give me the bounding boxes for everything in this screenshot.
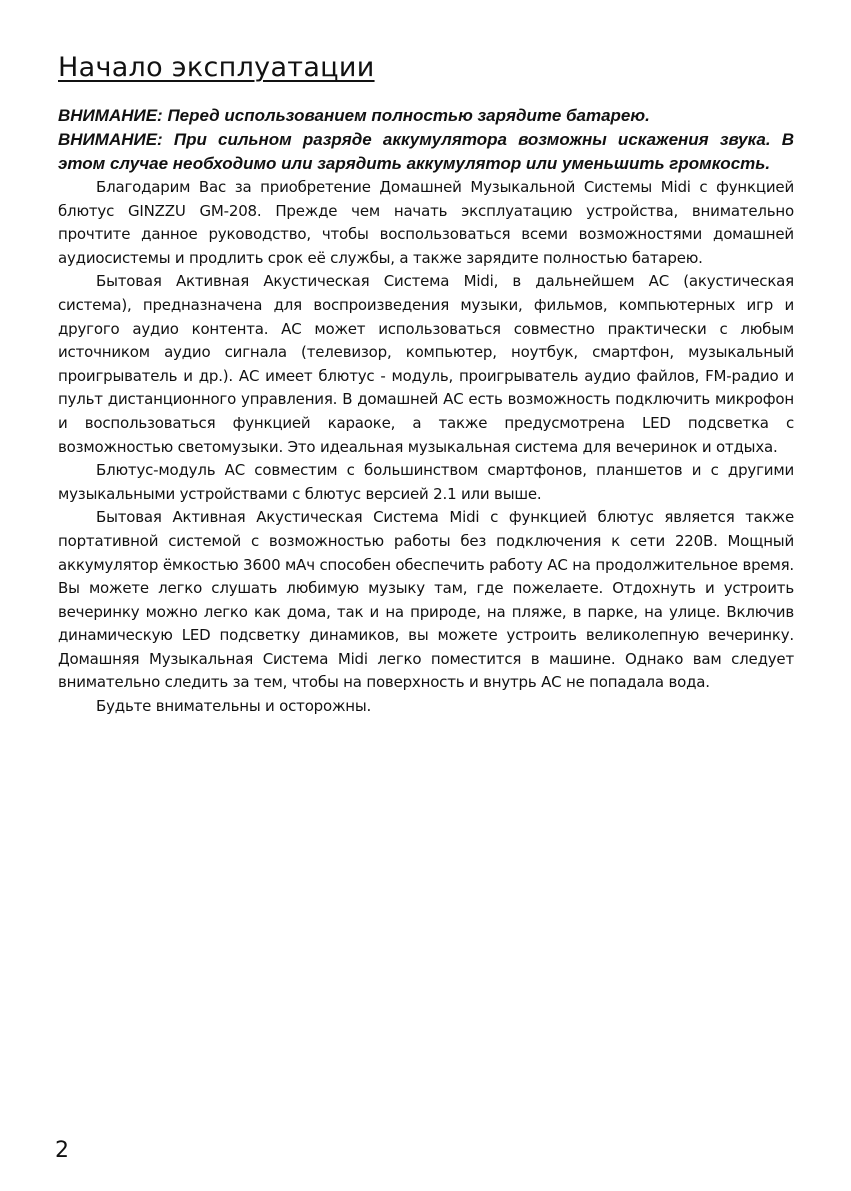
warning-low-battery-distortion: ВНИМАНИЕ: При сильном разряде аккумулятора возможны искажения звука. В этом случае необходимо или зарядить аккумулятор или уменьшить громкость.: [58, 130, 794, 173]
warning-charge-battery: ВНИМАНИЕ: Перед использованием полностью зарядите батарею.: [58, 106, 650, 125]
page-number: 2: [55, 1138, 69, 1163]
paragraph-caution: Будьте внимательны и осторожны.: [96, 697, 372, 716]
page-content: [58, 104, 794, 719]
paragraph-system-description: Бытовая Активная Акустическая Система Midi, в дальнейшем АС (акустическая система), предназначена для воспроизведения музыки, фильмов, компьютерных игр и другого аудио контента. АС может использоваться совместно практически с любым источником аудио сигнала (телевизор, компьютер, ноутбук, смартфон, музыкальный проигрыватель и др.). АС имеет блютус - модуль, проигрыватель аудио файлов, FM-радио и пульт дистанционного управления. В домашней АС есть возможность подключить микрофон и воспользоваться функцией караоке, а также предусмотрена LED подсветка с возможностью светомузыки. Это идеальная музыкальная система для вечеринок и отдыха.: [58, 272, 794, 456]
paragraph-bluetooth-compatibility: Блютус-модуль АС совместим с большинством смартфонов, планшетов и с другими музыкальными устройствами с блютус версией 2.1 или выше.: [58, 461, 794, 503]
paragraph-portability: Бытовая Активная Акустическая Система Midi с функцией блютус является также портативной системой с возможностью работы без подключения к сети 220В. Мощный аккумулятор ёмкостью 3600 мАч способен обеспечить работу АС на продолжительное время. Вы можете легко слушать любимую музыку там, где пожелаете. Отдохнуть и устроить вечеринку можно легко как дома, так и на природе, на пляже, в парке, на улице. Включив динамическую LED подсветку динамиков, вы можете устроить великолепную вечеринку. Домашняя Музыкальная Система Midi легко поместится в машине. Однако вам следует внимательно следить за тем, чтобы на поверхность и внутрь АС не попадала вода.: [58, 508, 794, 692]
section-title: Начало эксплуатации: [58, 52, 375, 83]
paragraph-intro: Благодарим Вас за приобретение Домашней Музыкальной Системы Midi с функцией блютус GINZZU GM-208. Прежде чем начать эксплуатацию устройства, внимательно прочтите данное руководство, чтобы воспользоваться всеми возможностями домашней аудиосистемы и продлить срок её службы, а также зарядите полностью батарею.: [58, 178, 794, 267]
